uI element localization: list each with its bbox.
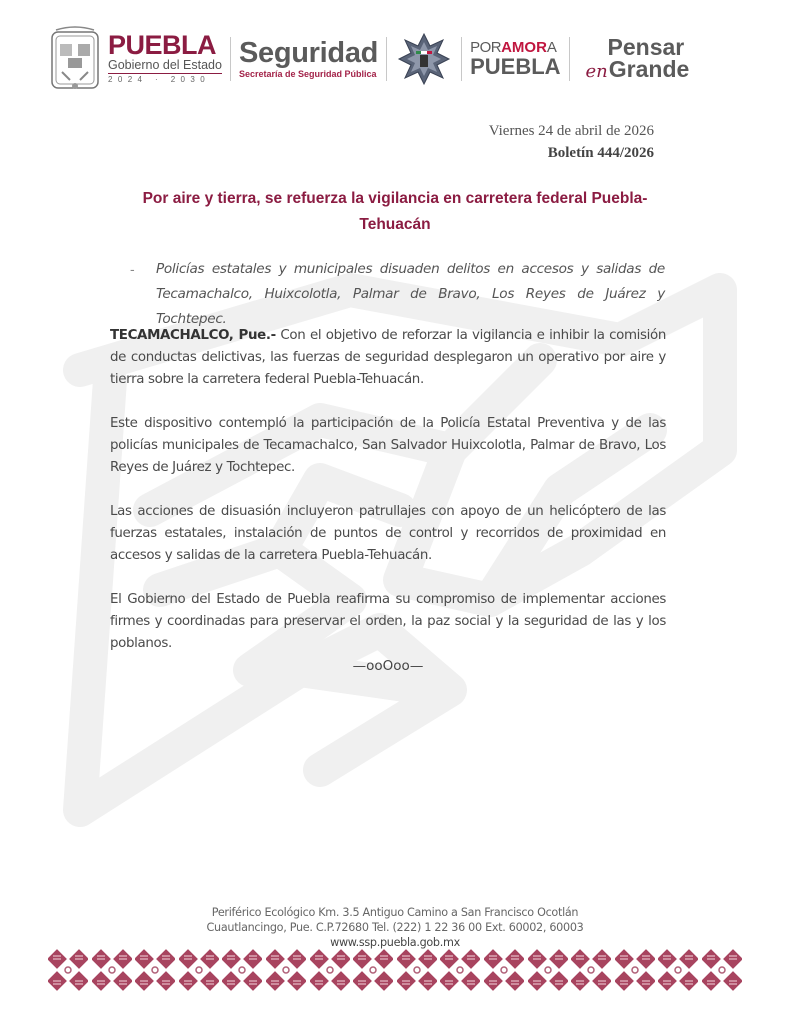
closing-mark: —ooOoo— [352, 658, 424, 674]
pattern-motif-icon [135, 948, 175, 992]
grande-label: Grande [608, 55, 690, 82]
puebla-coat-of-arms-icon [50, 26, 100, 92]
paragraph-1 [110, 325, 666, 391]
pattern-motif-icon [92, 948, 132, 992]
footer-decorative-pattern [48, 948, 742, 994]
paragraph-2: Este dispositivo contempló la participación de la Policía Estatal Preventiva y de las policías municipales de Tecamachalco, San Salvador Huixcolotla, Palmar de Bravo, Los Reyes de Juárez y Tochtepec. [110, 416, 666, 475]
bullet-dash: - [130, 261, 135, 277]
logo-divider [230, 37, 231, 81]
subtitle-text: Policías estatales y municipales disuaden delitos en accesos y salidas de Tecamachalco, Huixcolotla, Palmar de Bravo, Los Reyes de Juárez y Tochtepec. [156, 261, 665, 327]
paragraph-4: El Gobierno del Estado de Puebla reafirma su compromiso de implementar acciones firmes y coordinadas para preservar el orden, la paz social y la seguridad de las y los poblanos. [110, 592, 666, 651]
pattern-motif-icon [528, 948, 568, 992]
logo-divider [569, 37, 570, 81]
pattern-motif-icon [48, 948, 88, 992]
puebla-wordmark: PUEBLA [108, 30, 217, 60]
website-link[interactable]: www.ssp.puebla.gob.mx [330, 936, 460, 949]
logo-divider [386, 37, 387, 81]
header-logos [50, 24, 750, 94]
secretaria-label: Secretaría de Seguridad Pública [238, 69, 377, 79]
date-bulletin-block [489, 120, 654, 164]
seguridad-wordmark: Seguridad [238, 37, 379, 69]
pattern-motif-icon [571, 948, 611, 992]
police-star-badge-icon [397, 32, 451, 86]
amor-label: AMOR [501, 39, 547, 56]
en-label: en [585, 60, 608, 82]
pattern-motif-icon [615, 948, 655, 992]
pensar-label: Pensar [607, 33, 685, 60]
pattern-motif-icon [353, 948, 393, 992]
press-release-body [110, 325, 666, 677]
gobierno-del-estado-label: Gobierno del Estado [108, 58, 222, 72]
paragraph-3: Las acciones de disuasión incluyeron patrullajes con apoyo de un helicóptero de las fuerzas estatales, instalación de puntos de control y recorridos de proximidad en accesos y salidas de la carretera Puebla-Tehuacán. [110, 504, 666, 563]
pattern-motif-icon [310, 948, 350, 992]
address-line-1: Periférico Ecológico Km. 3.5 Antiguo Camino a San Francisco Ocotlán [211, 906, 579, 919]
dateline: TECAMACHALCO, Pue.- [110, 328, 276, 343]
bulletin-number: Boletín 444/2026 [547, 145, 654, 161]
a-label: A [546, 39, 557, 56]
pattern-motif-icon [484, 948, 524, 992]
pattern-motif-icon [658, 948, 698, 992]
pattern-motif-icon [266, 948, 306, 992]
seguridad-logo [239, 38, 378, 80]
footer-address [150, 905, 640, 950]
press-release-title: Por aire y tierra, se refuerza la vigilancia en carretera federal Puebla-Tehuacán [142, 190, 648, 233]
pensar-en-grande-logo [578, 33, 690, 83]
administration-years: 2024 · 2030 [108, 75, 211, 84]
paragraph-1-text: Con el objetivo de reforzar la vigilancia e inhibir la comisión de conductas delictivas, las fuerzas de seguridad desplegaron un operativo por aire y tierra sobre la carretera federal Puebla-Tehuacán. [110, 328, 667, 387]
publication-date: Viernes 24 de abril de 2026 [488, 123, 654, 139]
subtitle-bullet [130, 257, 665, 332]
por-amor-a-puebla-logo [470, 40, 560, 78]
address-line-2: Cuautlancingo, Pue. C.P.72680 Tel. (222) 1 22 36 00 Ext. 60002, 60003 [206, 921, 584, 934]
pattern-motif-icon [179, 948, 219, 992]
pattern-motif-icon [397, 948, 437, 992]
por-label: POR [470, 39, 502, 56]
puebla-label: PUEBLA [470, 54, 561, 79]
puebla-government-logo [108, 32, 222, 86]
logo-divider [461, 37, 462, 81]
pattern-motif-icon [702, 948, 742, 992]
pattern-motif-icon [222, 948, 262, 992]
pattern-motif-icon [440, 948, 480, 992]
